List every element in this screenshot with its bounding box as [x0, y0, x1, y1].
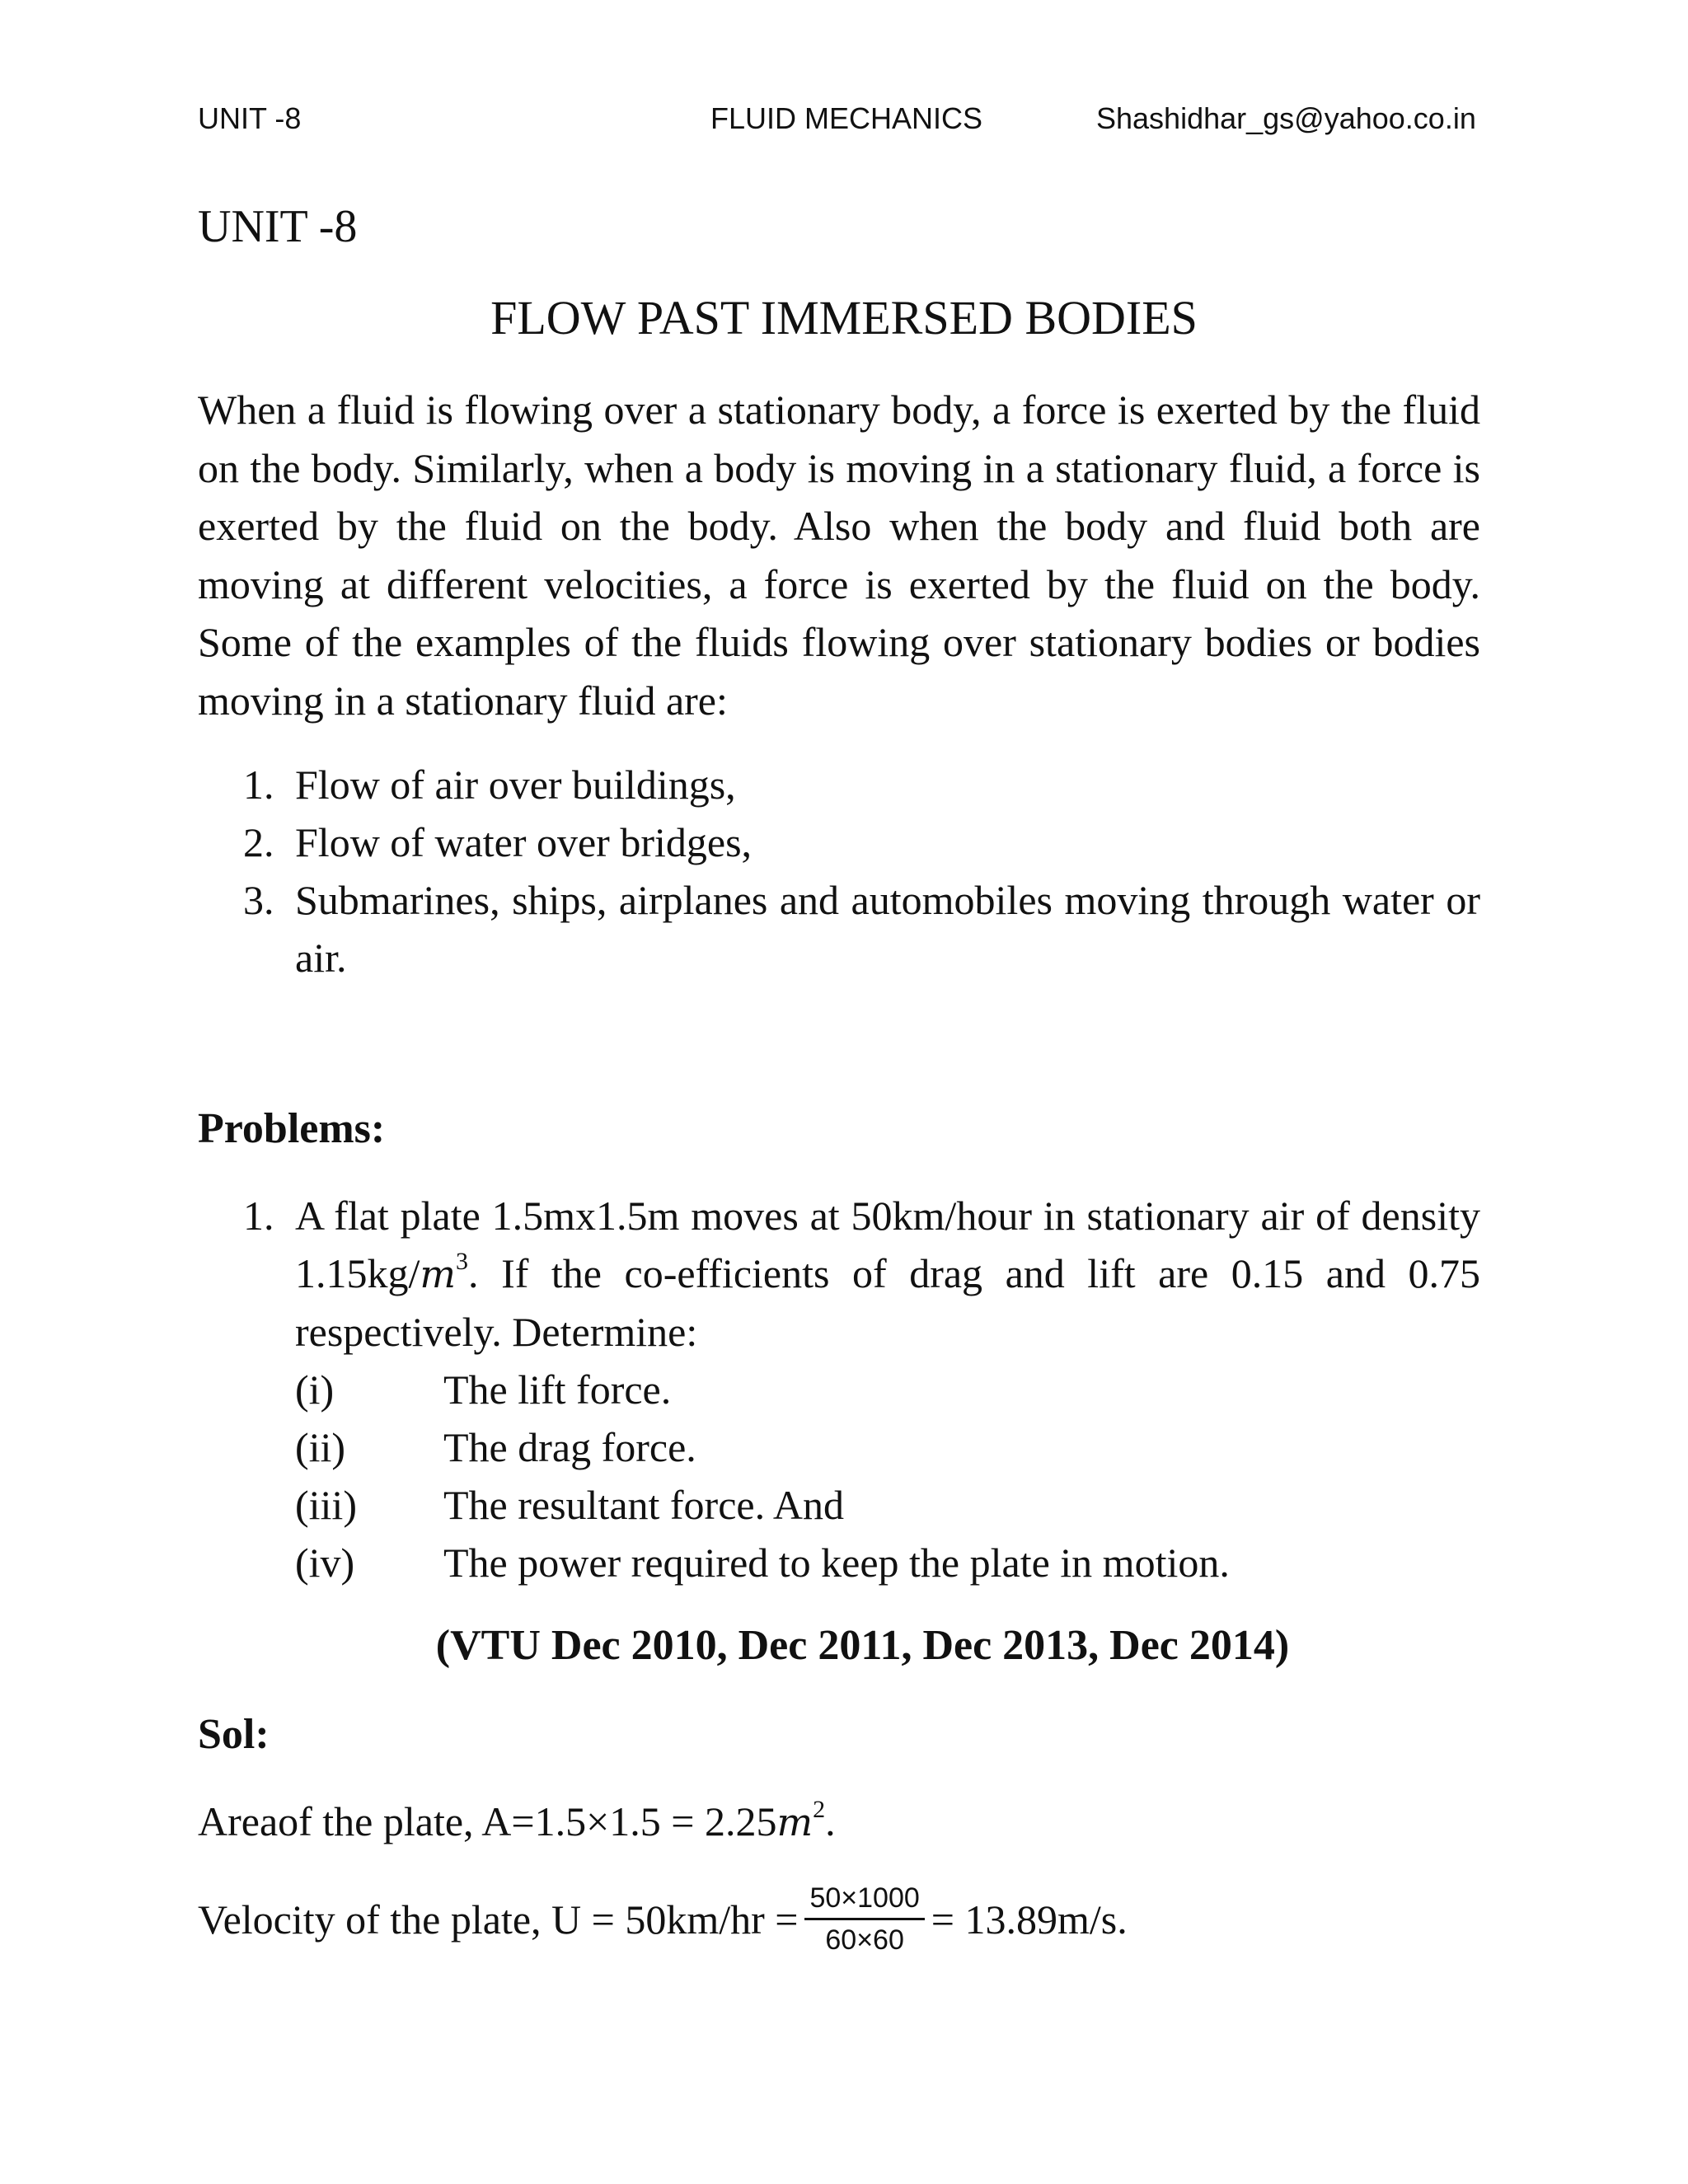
problem-number: 1.: [243, 1193, 274, 1239]
solution-heading: Sol:: [198, 1711, 270, 1758]
unit-heading: UNIT -8: [198, 201, 358, 252]
list-item-text: Flow of air over buildings,: [295, 762, 736, 808]
subitem: [295, 1476, 1480, 1534]
examples-list: [198, 756, 1480, 987]
exam-source: (VTU Dec 2010, Dec 2011, Dec 2013, Dec 2014): [435, 1622, 1290, 1669]
subitem-label: (i): [295, 1366, 335, 1413]
list-item-number: 3.: [243, 877, 274, 923]
density-unit-variable: m: [420, 1252, 457, 1296]
subitem: [295, 1534, 1480, 1591]
problem-text-b: . If the co-efficients of drag and lift are 0.15 and 0.75 respectively. Determine:: [295, 1250, 1480, 1355]
subitem-text: The resultant force. And: [443, 1482, 844, 1528]
header-subject: FLUID MECHANICS: [710, 101, 983, 135]
list-item-text: Flow of water over bridges,: [295, 819, 753, 865]
subitem: [295, 1418, 1480, 1476]
subitem-text: The power required to keep the plate in motion.: [443, 1540, 1230, 1586]
velocity-result: = 13.89m/s.: [931, 1896, 1128, 1943]
problems-heading: Problems:: [198, 1105, 386, 1152]
area-text: Areaof the plate, A=1.5×1.5 = 2.25: [198, 1798, 777, 1844]
velocity-equation: [198, 1882, 1128, 1957]
problem-1: [198, 1187, 1480, 1591]
subitem-label: (ii): [295, 1424, 346, 1470]
problem-statement: [295, 1187, 1480, 1361]
list-item: [198, 756, 1480, 813]
velocity-text: Velocity of the plate, U = 50km/hr =: [198, 1896, 799, 1943]
subitem: [295, 1361, 1480, 1418]
problem-subitems: [295, 1361, 1480, 1591]
list-item: [198, 813, 1480, 871]
area-unit-exponent: 2: [813, 1796, 826, 1823]
area-equation: [198, 1793, 836, 1851]
list-item: [198, 871, 1480, 987]
fraction-numerator: 50×1000: [804, 1882, 924, 1920]
header-unit: UNIT -8: [198, 101, 302, 135]
subitem-text: The lift force.: [443, 1366, 672, 1413]
list-item-number: 1.: [243, 762, 274, 808]
problem-text-a: A flat plate 1.5mx1.5m moves at 50km/hour in stationary air of density 1.15kg/: [295, 1193, 1480, 1296]
list-item-number: 2.: [243, 819, 274, 865]
fraction-denominator: 60×60: [825, 1924, 904, 1956]
intro-paragraph: When a fluid is flowing over a stationary body, a force is exerted by the fluid on the body. Similarly, when a body is moving in a stationary fluid, a force is exerted by the fluid on the body. Also when the body and fluid both are moving at different velocities, a force is exerted by the fluid on the body. Some of the examples of the fluids flowing over stationary bodies or bodies moving in a stationary fluid are:: [198, 387, 1480, 724]
subitem-label: (iii): [295, 1482, 357, 1528]
velocity-fraction: [804, 1882, 924, 1957]
density-unit-exponent: 3: [456, 1248, 469, 1275]
page-title: FLOW PAST IMMERSED BODIES: [490, 291, 1198, 344]
area-unit-variable: m: [776, 1800, 814, 1844]
list-item-text: Submarines, ships, airplanes and automobiles moving through water or air.: [295, 877, 1480, 981]
subitem-label: (iv): [295, 1540, 355, 1586]
subitem-text: The drag force.: [443, 1424, 696, 1470]
area-end: .: [825, 1798, 836, 1844]
header-email: Shashidhar_gs@yahoo.co.in: [1096, 101, 1476, 135]
